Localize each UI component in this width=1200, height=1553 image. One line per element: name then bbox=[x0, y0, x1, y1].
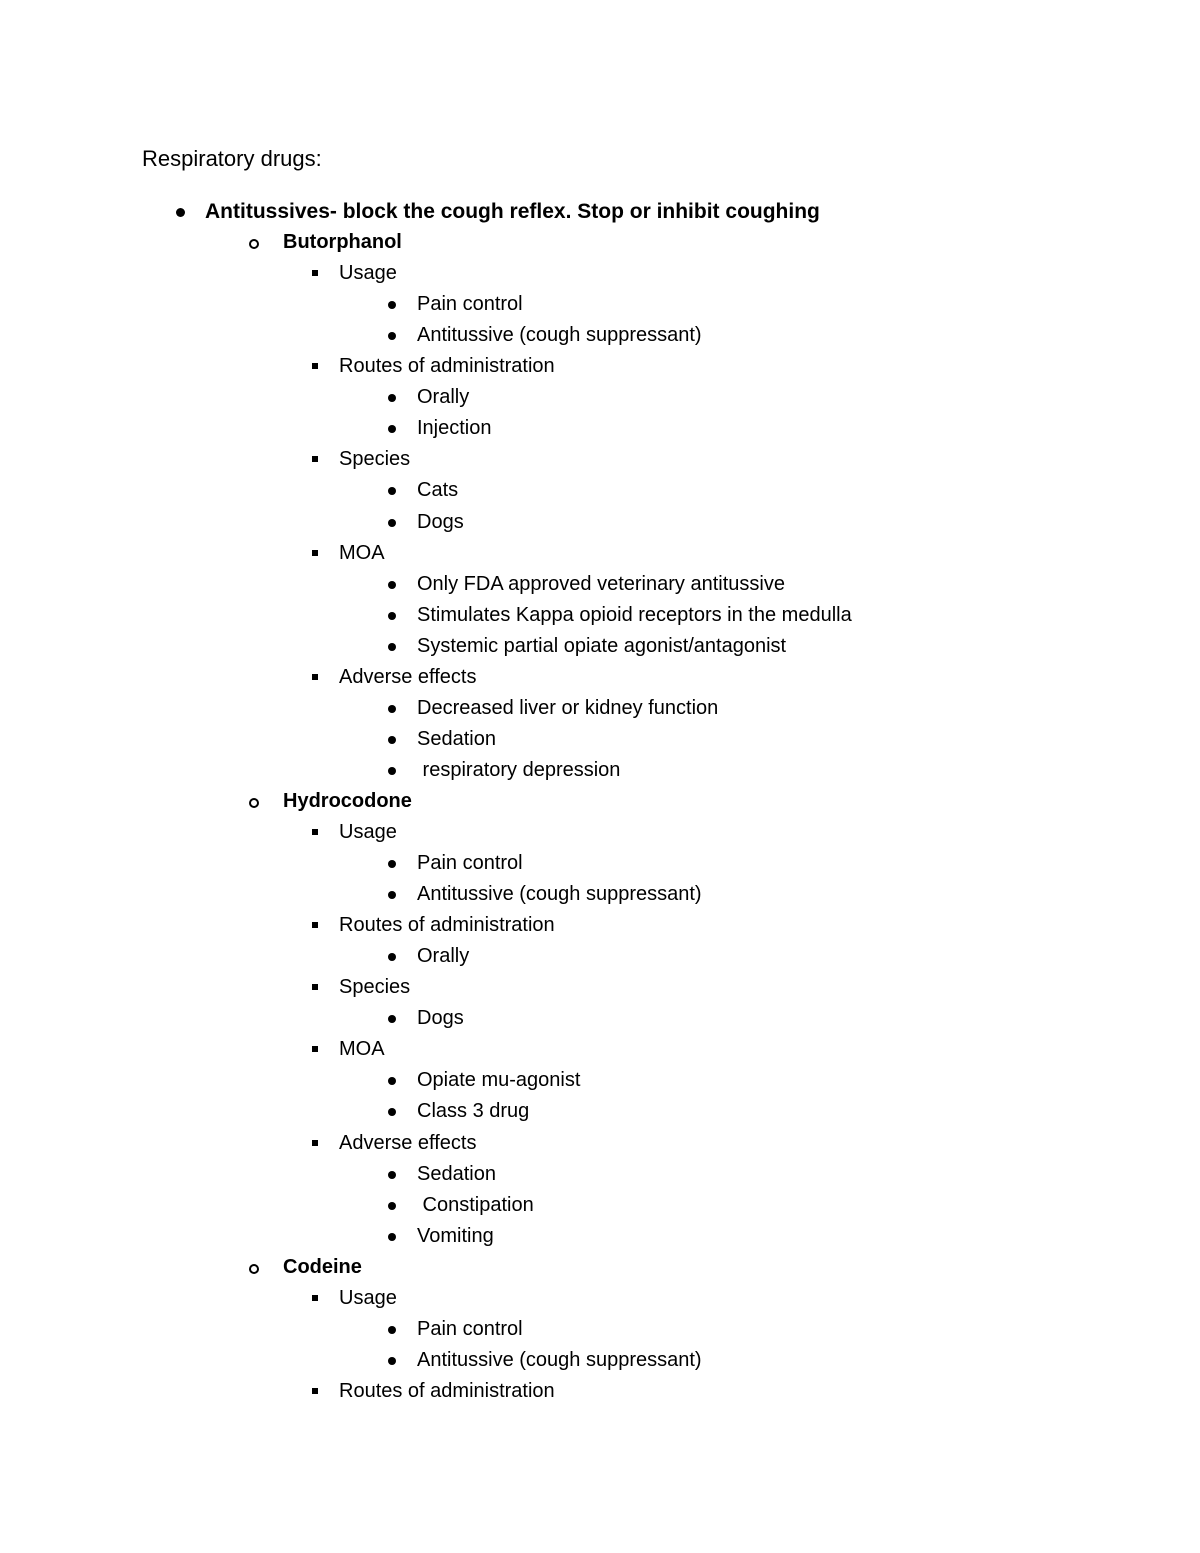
round-bullet-icon bbox=[388, 519, 396, 527]
round-bullet-icon bbox=[388, 860, 396, 868]
outline-item-text: Adverse effects bbox=[339, 666, 477, 688]
outline-item-text: Codeine bbox=[283, 1256, 362, 1278]
hollow-circle-bullet-icon bbox=[249, 798, 259, 808]
outline-item-text: Butorphanol bbox=[283, 231, 402, 253]
round-bullet-icon bbox=[388, 612, 396, 620]
round-bullet-icon bbox=[388, 767, 396, 775]
outline-item-text: Usage bbox=[339, 1287, 397, 1309]
outline-item-text: Class 3 drug bbox=[417, 1100, 530, 1122]
outline-item-text: Routes of administration bbox=[339, 355, 555, 377]
outline-item-text: MOA bbox=[339, 542, 385, 564]
outline-item-text: Cats bbox=[417, 479, 459, 501]
square-bullet-icon bbox=[312, 1140, 318, 1146]
outline-item-text: Species bbox=[339, 976, 411, 998]
square-bullet-icon bbox=[312, 829, 318, 835]
round-bullet-icon bbox=[388, 487, 396, 495]
document-title: Respiratory drugs: bbox=[142, 146, 322, 171]
round-bullet-icon bbox=[388, 1015, 396, 1023]
outline-item-text: Only FDA approved veterinary antitussive bbox=[417, 573, 785, 595]
outline-item-text: Usage bbox=[339, 821, 397, 843]
outline-item-text: Adverse effects bbox=[339, 1132, 477, 1154]
outline-item-text: Routes of administration bbox=[339, 914, 555, 936]
round-bullet-icon bbox=[388, 1077, 396, 1085]
outline-item-text: Decreased liver or kidney function bbox=[417, 697, 719, 719]
round-bullet-icon bbox=[388, 1202, 396, 1210]
square-bullet-icon bbox=[312, 550, 318, 556]
outline-item-text: Antitussives- block the cough reflex. Stop or inhibit coughing bbox=[205, 200, 820, 223]
hollow-circle-bullet-icon bbox=[249, 239, 259, 249]
round-bullet-icon bbox=[388, 332, 396, 340]
hollow-circle-bullet-icon bbox=[249, 1264, 259, 1274]
outline-item-text: Dogs bbox=[417, 511, 464, 533]
round-bullet-icon bbox=[388, 891, 396, 899]
square-bullet-icon bbox=[312, 270, 318, 276]
outline-item-text: Constipation bbox=[417, 1194, 534, 1216]
outline-item-text: Antitussive (cough suppressant) bbox=[417, 1349, 702, 1371]
square-bullet-icon bbox=[312, 1295, 318, 1301]
outline-item-text: Vomiting bbox=[417, 1225, 494, 1247]
round-bullet-icon bbox=[388, 1171, 396, 1179]
round-bullet-icon bbox=[388, 736, 396, 744]
outline-item-text: Orally bbox=[417, 945, 470, 967]
round-bullet-icon bbox=[388, 643, 396, 651]
round-bullet-icon bbox=[388, 1357, 396, 1365]
square-bullet-icon bbox=[312, 1046, 318, 1052]
square-bullet-icon bbox=[312, 1388, 318, 1394]
outline-item-text: Dogs bbox=[417, 1007, 464, 1029]
square-bullet-icon bbox=[312, 363, 318, 369]
square-bullet-icon bbox=[312, 456, 318, 462]
round-bullet-icon bbox=[176, 208, 185, 217]
round-bullet-icon bbox=[388, 1326, 396, 1334]
outline-item-text: Pain control bbox=[417, 852, 523, 874]
round-bullet-icon bbox=[388, 425, 396, 433]
outline-item-text: Pain control bbox=[417, 1318, 523, 1340]
outline-item-text: Sedation bbox=[417, 1163, 496, 1185]
outline-item-text: Antitussive (cough suppressant) bbox=[417, 324, 702, 346]
round-bullet-icon bbox=[388, 301, 396, 309]
outline-item-text: Usage bbox=[339, 262, 397, 284]
outline-item-text: Stimulates Kappa opioid receptors in the medulla bbox=[417, 604, 852, 626]
round-bullet-icon bbox=[388, 1233, 396, 1241]
outline-item-text: Routes of administration bbox=[339, 1380, 555, 1402]
outline-item-text: Pain control bbox=[417, 293, 523, 315]
outline-item-text: Injection bbox=[417, 417, 492, 439]
round-bullet-icon bbox=[388, 581, 396, 589]
round-bullet-icon bbox=[388, 953, 396, 961]
outline-item-text: Species bbox=[339, 448, 411, 470]
round-bullet-icon bbox=[388, 394, 396, 402]
outline-item-text: MOA bbox=[339, 1038, 385, 1060]
outline-item-text: Sedation bbox=[417, 728, 496, 750]
square-bullet-icon bbox=[312, 674, 318, 680]
square-bullet-icon bbox=[312, 922, 318, 928]
round-bullet-icon bbox=[388, 705, 396, 713]
outline-item-text: Orally bbox=[417, 386, 470, 408]
outline-item-text: Antitussive (cough suppressant) bbox=[417, 883, 702, 905]
round-bullet-icon bbox=[388, 1108, 396, 1116]
outline-item-text: respiratory depression bbox=[417, 759, 621, 781]
square-bullet-icon bbox=[312, 984, 318, 990]
outline-item-text: Opiate mu-agonist bbox=[417, 1069, 581, 1091]
outline-item-text: Hydrocodone bbox=[283, 790, 412, 812]
outline-item-text: Systemic partial opiate agonist/antagonist bbox=[417, 635, 787, 657]
